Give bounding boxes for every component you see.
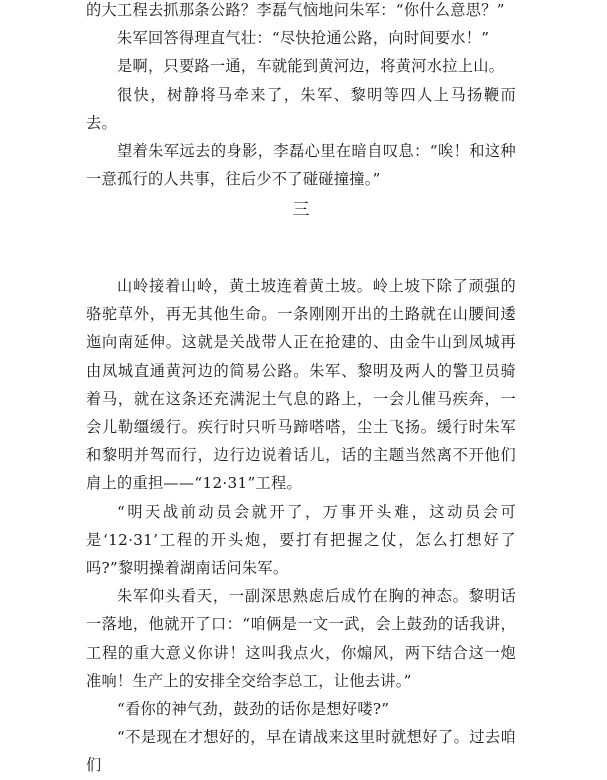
section-three-text	[86, 272, 516, 780]
paragraph: “明天战前动员会就开了，万事开头难，这动员会可是‘12·31’工程的开头炮，要打有把握之仗，怎么打想好了吗?”黎明操着湖南话问朱军。	[86, 502, 516, 578]
previous-section-text	[86, 0, 516, 193]
paragraph: 的大工程去抓那条公路？李磊气恼地问朱军：“你什么意思？”	[86, 1, 505, 19]
paragraph: “不是现在才想好的，早在请战来这里时就想好了。过去咱们	[86, 728, 516, 775]
section-heading: 三	[292, 200, 310, 220]
paragraph: 朱军仰头看天，一副深思熟虑后成竹在胸的神态。黎明话一落地，他就开了口：“咱俩是一文一武，会上鼓劲的话我讲，工程的重大意义你讲！这叫我点火，你煽风，两下结合这一炮准响！生产上的安排全交给李总工，让他去讲。”	[86, 587, 516, 690]
paragraph: 望着朱军远去的身影，李磊心里在暗自叹息：“唉！和这种一意孤行的人共事，往后少不了碰碰撞撞。”	[86, 142, 516, 189]
paragraph: 朱军回答得理直气壮：“尽快抢通公路，向时间要水！”	[117, 29, 490, 48]
paragraph: 很快，树静将马牵来了，朱军、黎明等四人上马扬鞭而去。	[86, 85, 516, 132]
paragraph: 是啊，只要路一通，车就能到黄河边，将黄河水拉上山。	[117, 57, 505, 76]
paragraph: “看你的神气劲，鼓劲的话你是想好喽?”	[117, 700, 390, 719]
paragraph: 山岭接着山岭，黄土坡连着黄土坡。岭上坡下除了顽强的骆驼草外，再无其他生命。一条刚刚开出的土路就在山腰间逶迤向南延伸。这就是关战带人正在抢建的、由金牛山到凤城再由凤城直通黄河边的简易公路。朱军、黎明及两人的警卫员骑着马，就在这条还充满泥土气息的路上，一会儿催马疾奔，一会儿勒缰缓行。疾行时只听马蹄嗒嗒，尘土飞扬。缓行时朱军和黎明并驾而行，边行边说着话儿，话的主题当然离不开他们肩上的重担——“12·31”工程。	[86, 277, 516, 493]
